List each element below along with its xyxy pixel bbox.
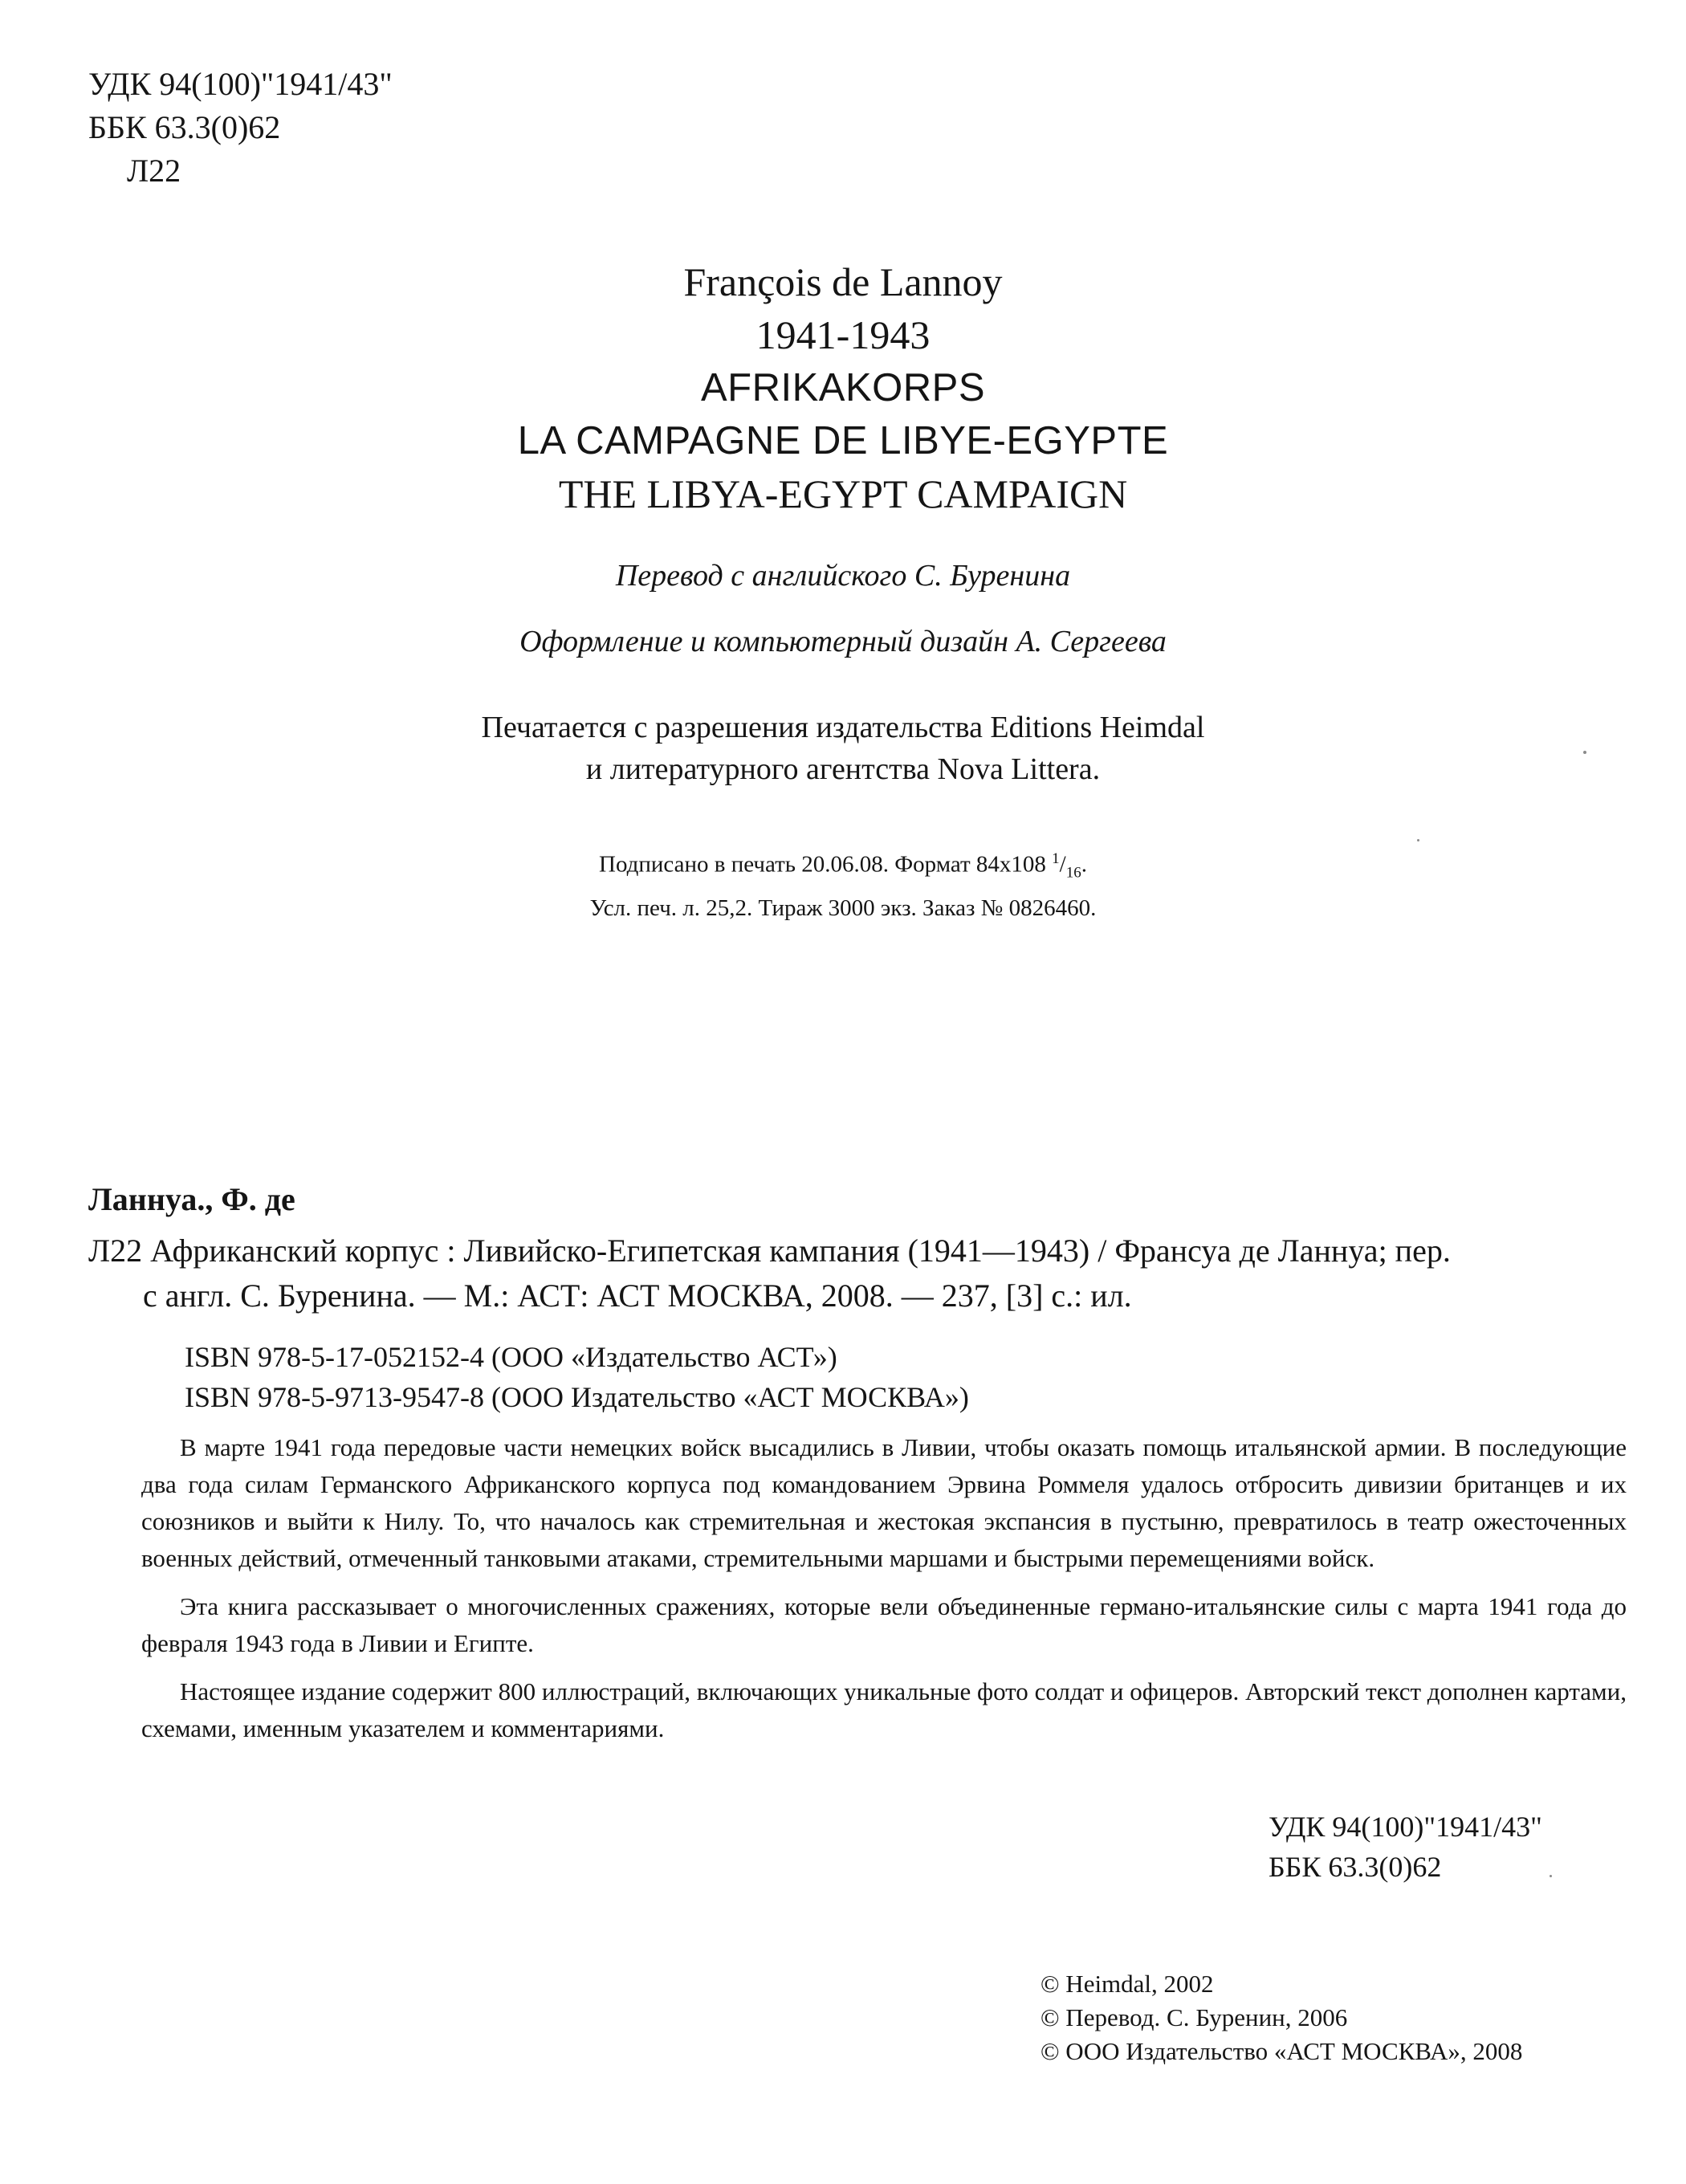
permission-line-1: Печатается с разрешения издательства Editions Heimdal [481, 711, 1205, 744]
print-info [0, 841, 1686, 926]
copyright-line: © ООО Издательство «АСТ МОСКВА», 2008 [1041, 2037, 1523, 2065]
title-years: 1941-1943 [755, 312, 931, 357]
subtitle-english: THE LIBYA-EGYPT CAMPAIGN [558, 471, 1128, 516]
design-credit: Оформление и компьютерный дизайн А. Сергеева [519, 625, 1167, 658]
print-format-suffix: . [1081, 851, 1087, 878]
copyright-line: © Перевод. С. Буренин, 2006 [1041, 2003, 1348, 2031]
annotation-paragraph: В марте 1941 года передовые части немецких войск высадились в Ливии, чтобы оказать помощь итальянской армии. В последующие два года силам Германского Африканского корпуса под командованием Эрвина Роммеля удалось отбросить дивизии британцев и их союзников и выйти к Нилу. То, что началось как стремительная и жестокая экспансия в пустыню, превратилось в театр ожесточенных военных действий, отмеченный танковыми атаками, стремительными маршами и быстрыми перемещениями войск. [141, 1433, 1627, 1572]
scan-speck [1583, 751, 1586, 754]
fraction-numerator: 1 [1052, 850, 1060, 867]
print-info-line-2: Усл. печ. л. 25,2. Тираж 3000 экз. Заказ № 0826460. [589, 895, 1097, 922]
translation-credit: Перевод с английского С. Буренина [615, 559, 1071, 593]
catalog-entry [88, 1228, 1630, 1318]
copyright-block [1041, 1967, 1522, 2068]
bottom-bbk-code: ББК 63.3(0)62 [1269, 1851, 1442, 1883]
top-udk-code: УДК 94(100)"1941/43" [88, 66, 393, 102]
print-format-text: Подписано в печать 20.06.08. Формат 84x108 [599, 851, 1053, 878]
isbn-ast-moskva: ISBN 978-5-9713-9547-8 (ООО Издательство «АСТ МОСКВА») [185, 1381, 969, 1413]
catalog-entry-line-1: Л22 Африканский корпус : Ливийско-Египетская кампания (1941—1943) / Франсуа де Ланнуа; пер. [88, 1233, 1451, 1269]
bottom-classification-codes [1269, 1807, 1542, 1887]
fraction-denominator: 16 [1065, 864, 1081, 882]
top-author-index: Л22 [127, 153, 181, 189]
scan-speck [1417, 839, 1419, 841]
annotation [141, 1429, 1627, 1758]
print-info-line-1: Подписано в печать 20.06.08. Формат 84x108 $^1/_{16}$. [599, 850, 1087, 882]
annotation-paragraph: Эта книга рассказывает о многочисленных сражениях, которые вели объединенные германо-итальянские силы с марта 1941 года до февраля 1943 года в Ливии и Египте. [141, 1592, 1627, 1657]
scan-speck [1550, 1875, 1552, 1877]
catalog-entry-line-2: с англ. С. Буренина. — М.: АСТ: АСТ МОСКВА, 2008. — 237, [3] с.: ил. [143, 1277, 1132, 1314]
annotation-paragraph: Настоящее издание содержит 800 иллюстраций, включающих уникальные фото солдат и офицеров. Авторский текст дополнен картами, схемами, именным указателем и комментариями. [141, 1677, 1627, 1742]
bottom-udk-code: УДК 94(100)"1941/43" [1269, 1811, 1542, 1843]
top-classification-codes [88, 63, 393, 193]
permission-notice [0, 707, 1686, 790]
isbn-ast: ISBN 978-5-17-052152-4 (ООО «Издательство АСТ») [185, 1341, 837, 1373]
isbn-list [185, 1337, 969, 1417]
copyright-line: © Heimdal, 2002 [1041, 1970, 1214, 1998]
title-block [0, 255, 1686, 520]
catalog-author: Ланнуа., Ф. де [88, 1181, 295, 1217]
subtitle-french: LA CAMPAGNE DE LIBYE-EGYPTE [517, 419, 1169, 462]
permission-line-2: и литературного агентства Nova Littera. [585, 752, 1101, 786]
original-author: François de Lannoy [683, 259, 1003, 304]
credits [0, 558, 1686, 690]
top-bbk-code: ББК 63.3(0)62 [88, 109, 281, 145]
book-title: AFRIKAKORPS [700, 366, 986, 410]
